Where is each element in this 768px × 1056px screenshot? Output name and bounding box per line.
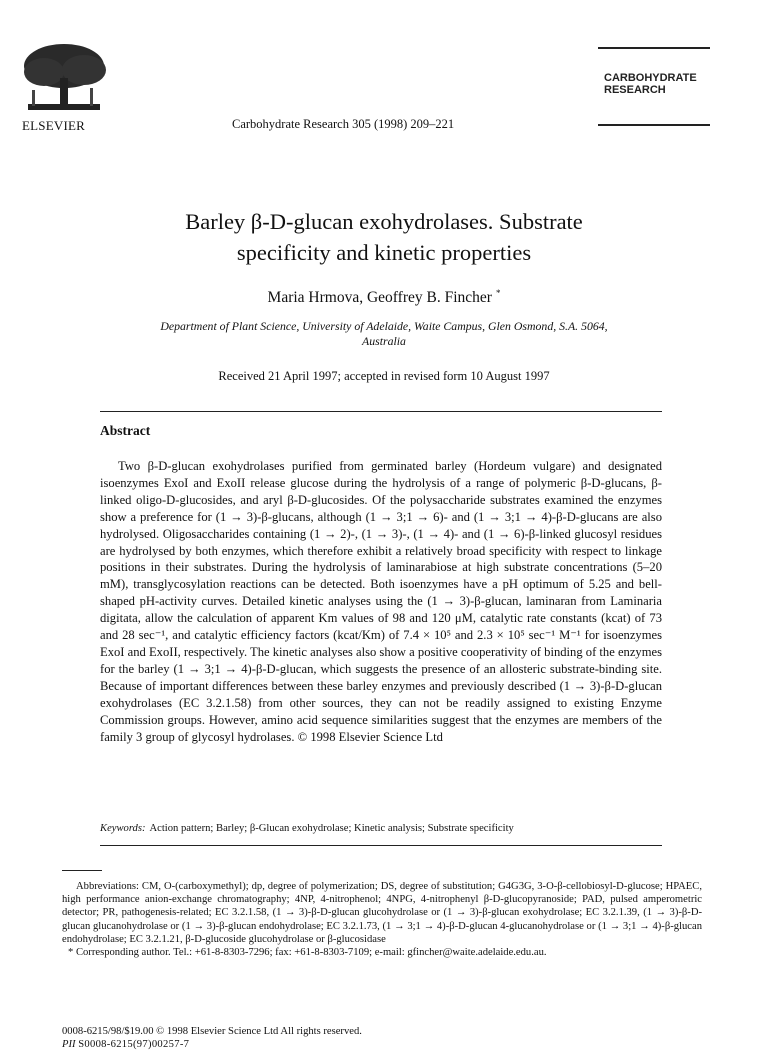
- journal-top-rule: [598, 47, 710, 49]
- elsevier-tree-logo: [18, 42, 110, 118]
- affiliation-line-1: Department of Plant Science, University of Adelaide, Waite Campus, Glen Osmond, S.A. 5064,: [160, 319, 608, 333]
- author-list: [0, 288, 768, 307]
- affiliation: [100, 319, 668, 349]
- journal-bottom-rule: [598, 124, 710, 126]
- publisher-name: ELSEVIER: [22, 118, 85, 133]
- corresponding-author-footnote: * Corresponding author. Tel.: +61-8-8303-7296; fax: +61-8-8303-7109; e-mail: gfincher@waite.adelaide.edu.au.: [68, 947, 547, 959]
- title-line-2: specificity and kinetic properties: [236, 240, 532, 265]
- pii-label: PII: [62, 1039, 76, 1050]
- abstract-bottom-rule: [100, 845, 662, 846]
- copyright-line: 0008-6215/98/$19.00 © 1998 Elsevier Science Ltd All rights reserved.: [62, 1026, 362, 1037]
- journal-name-line2: RESEARCH: [604, 84, 666, 96]
- keywords-label: Keywords:: [100, 823, 146, 834]
- journal-name-line1: CARBOHYDRATE: [604, 72, 697, 84]
- authors-text: Maria Hrmova, Geoffrey B. Fincher: [267, 289, 492, 307]
- pii-code: S0008-6215(97)00257-7: [78, 1039, 190, 1050]
- copyright-footer: [62, 1025, 362, 1051]
- abstract-heading: Abstract: [100, 423, 151, 438]
- article-title: [0, 206, 768, 268]
- footnotes: [62, 880, 702, 959]
- received-dates: Received 21 April 1997; accepted in revised form 10 August 1997: [218, 369, 550, 383]
- title-line-1: Barley β-D-glucan exohydrolases. Substrate: [185, 209, 583, 234]
- keywords-line: [100, 823, 514, 834]
- corresponding-mark: *: [495, 288, 501, 298]
- abstract-body: Two β-D-glucan exohydrolases purified from germinated barley (Hordeum vulgare) and designated isoenzymes ExoI and ExoII release glucose during the hydrolysis of a range of polymeric β-D-glucans, β-linked oligo-D-glucosides, and aryl β-D-glucosides. Of the polysaccharide substrates examined the enzymes show a preference for (1 → 3)-β-glucans, although (1 → 3;1 → 6)- and (1 → 3;1 → 4)-β-D-glucans are also hydrolysed. Oligosaccharides containing (1 → 2)-, (1 → 3)-, (1 → 4)- and (1 → 6)-β-linked glucosyl residues are hydrolysed by both enzymes, which therefore exhibit a relatively broad specificity with respect to linkage positions in their substrates. During the hydrolysis of laminarabiose at high substrate concentrations (5–20 mM), transglycosylation reactions can be detected. Both isoenzymes have a pH optimum of 5.25 and bell-shaped pH-activity curves. Detailed kinetic analyses using the (1 → 3)-β-glucan, laminaran from Laminaria digitata, allow the calculation of apparent Km values of 98 and 120 μM, catalytic rate constants (kcat) of 73 and 28 sec⁻¹, and catalytic efficiency factors (kcat/Km) of 7.4 × 10⁵ and 2.3 × 10⁵ sec⁻¹ M⁻¹ for isoenzymes ExoI and ExoII, respectively. The kinetic analyses also show a positive cooperativity of binding of the enzymes for the barley (1 → 3;1 → 4)-β-D-glucan, which suggests the presence of an allosteric substrate-binding site. Because of important differences between these barley enzymes and previously described (1 → 3)-β-D-glucan exohydrolases (EC 3.2.1.58) from other sources, they can not be readily assigned to existing Enzyme Commission groups. However, amino acid sequence similarities suggest that the enzymes are members of the family 3 group of glycosyl hydrolases. © 1998 Elsevier Science Ltd: [100, 459, 663, 744]
- abstract-top-rule: [100, 411, 662, 412]
- keywords-text: Action pattern; Barley; β-Glucan exohydrolase; Kinetic analysis; Substrate specificity: [149, 823, 514, 834]
- footnote-rule: [62, 870, 102, 871]
- journal-citation: Carbohydrate Research 305 (1998) 209–221: [232, 117, 455, 131]
- affiliation-line-2: Australia: [362, 334, 406, 348]
- abbreviations-footnote: Abbreviations: CM, O-(carboxymethyl); dp, degree of polymerization; DS, degree of substitution; G4G3G, 3-O-β-cellobiosyl-D-glucose; HPAEC, high performance anion-exchange chromatography; 4NP, 4-nitrophenol; 4NPG, 4-nitrophenyl β-D-glucopyranoside; PAD, pulsed amperometric detector; PR, pathogenesis-related; EC 3.2.1.58, (1 → 3)-β-D-glucan glucohydrolase or (1 → 3)-β-glucan exohydrolase; EC 3.2.1.39, (1 → 3)-β-D-glucan glucanohydrolase or (1 → 3)-β-glucan endohydrolase; EC 3.2.1.73, (1 → 3;1 → 4)-β-D-glucan 4-glucanohydrolase or (1 → 3;1 → 4)-β-glucan endohydrolase; EC 3.2.1.21, β-D-glucoside glucohydrolase or β-glucosidase: [62, 881, 702, 945]
- pii-line: [62, 1038, 362, 1051]
- journal-name: [604, 72, 697, 96]
